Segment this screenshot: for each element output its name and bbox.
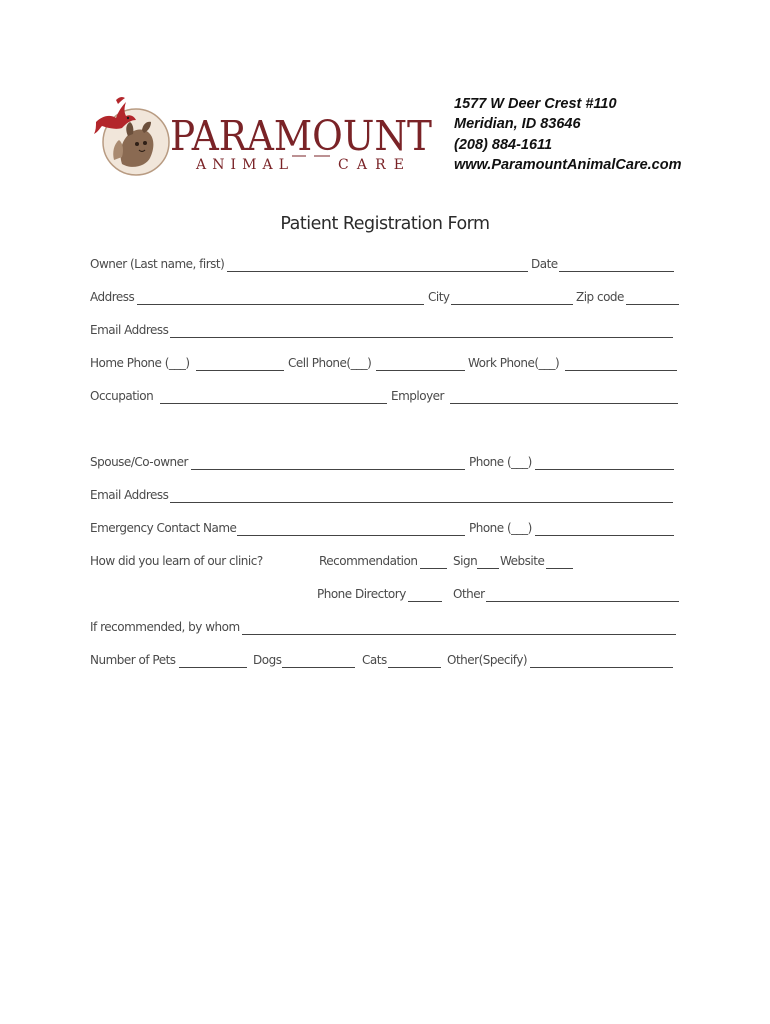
owner-label: Owner (Last name, first) [90, 257, 225, 271]
owner-field[interactable] [227, 271, 528, 272]
brand-word-animal: ANIMAL [196, 157, 288, 173]
zip-field[interactable] [626, 304, 679, 305]
emergency-phone-field[interactable] [535, 535, 674, 536]
address-label: Address [90, 290, 135, 304]
brand-name: PARAMOUNT [170, 112, 432, 160]
recommendation-field[interactable] [420, 568, 447, 569]
recommended-by-label: If recommended, by whom [90, 620, 240, 634]
spouse-label: Spouse/Co-owner [90, 455, 188, 469]
cats-field[interactable] [388, 667, 441, 668]
website-url: www.ParamountAnimalCare.com [454, 156, 682, 173]
home-phone-label: Home Phone (___) [90, 356, 190, 370]
employer-label: Employer [391, 389, 444, 403]
occupation-row [0, 389, 770, 409]
number-of-pets-label: Number of Pets [90, 653, 176, 667]
other-label: Other [453, 587, 485, 601]
cell-phone-field[interactable] [376, 370, 465, 371]
cell-phone-label: Cell Phone(___) [288, 356, 372, 370]
spouse-email-field[interactable] [170, 502, 673, 503]
email-field[interactable] [170, 337, 673, 338]
spouse-phone-field[interactable] [535, 469, 674, 470]
date-field[interactable] [559, 271, 674, 272]
clinic-contact [454, 94, 682, 175]
address-field[interactable] [137, 304, 424, 305]
address-row [0, 290, 770, 310]
phone-directory-label: Phone Directory [317, 587, 406, 601]
cats-label: Cats [362, 653, 387, 667]
referral-row-2 [0, 587, 770, 607]
address-line-1: 1577 W Deer Crest #110 [454, 96, 617, 112]
phone-number: (208) 884-1611 [454, 136, 553, 153]
emergency-label: Emergency Contact Name [90, 521, 237, 535]
phone-directory-field[interactable] [408, 601, 442, 602]
referral-row [0, 554, 770, 574]
city-label: City [428, 290, 450, 304]
work-phone-label: Work Phone(___) [468, 356, 560, 370]
date-label: Date [531, 257, 558, 271]
phones-row [0, 356, 770, 376]
email-label: Email Address [90, 323, 169, 337]
spouse-email-row [0, 488, 770, 508]
website-label: Website [500, 554, 545, 568]
sign-label: Sign [453, 554, 478, 568]
website-field[interactable] [546, 568, 573, 569]
email-row [0, 323, 770, 343]
brand-word-care: CARE [338, 157, 404, 173]
occupation-label: Occupation [90, 389, 154, 403]
spouse-phone-label: Phone (___) [469, 455, 532, 469]
city-field[interactable] [451, 304, 573, 305]
number-of-pets-field[interactable] [179, 667, 247, 668]
spouse-email-label: Email Address [90, 488, 169, 502]
owner-row [0, 257, 770, 277]
work-phone-field[interactable] [565, 370, 677, 371]
other-field[interactable] [486, 601, 679, 602]
spouse-row [0, 455, 770, 475]
emergency-row [0, 521, 770, 541]
other-specify-label: Other(Specify) [447, 653, 528, 667]
recommended-by-field[interactable] [242, 634, 676, 635]
pets-row [0, 653, 770, 673]
sign-field[interactable] [477, 568, 499, 569]
other-specify-field[interactable] [530, 667, 673, 668]
form-title: Patient Registration Form [280, 214, 490, 234]
recommended-by-row [0, 620, 770, 640]
clinic-logo [92, 94, 437, 180]
dogs-field[interactable] [282, 667, 355, 668]
spouse-field[interactable] [191, 469, 465, 470]
address-line-2: Meridian, ID 83646 [454, 116, 581, 133]
zip-label: Zip code [576, 290, 624, 304]
emergency-field[interactable] [237, 535, 465, 536]
home-phone-field[interactable] [196, 370, 284, 371]
dogs-label: Dogs [253, 653, 282, 667]
learn-question: How did you learn of our clinic? [90, 554, 263, 568]
emergency-phone-label: Phone (___) [469, 521, 532, 535]
employer-field[interactable] [450, 403, 678, 404]
occupation-field[interactable] [160, 403, 387, 404]
recommendation-label: Recommendation [319, 554, 418, 568]
